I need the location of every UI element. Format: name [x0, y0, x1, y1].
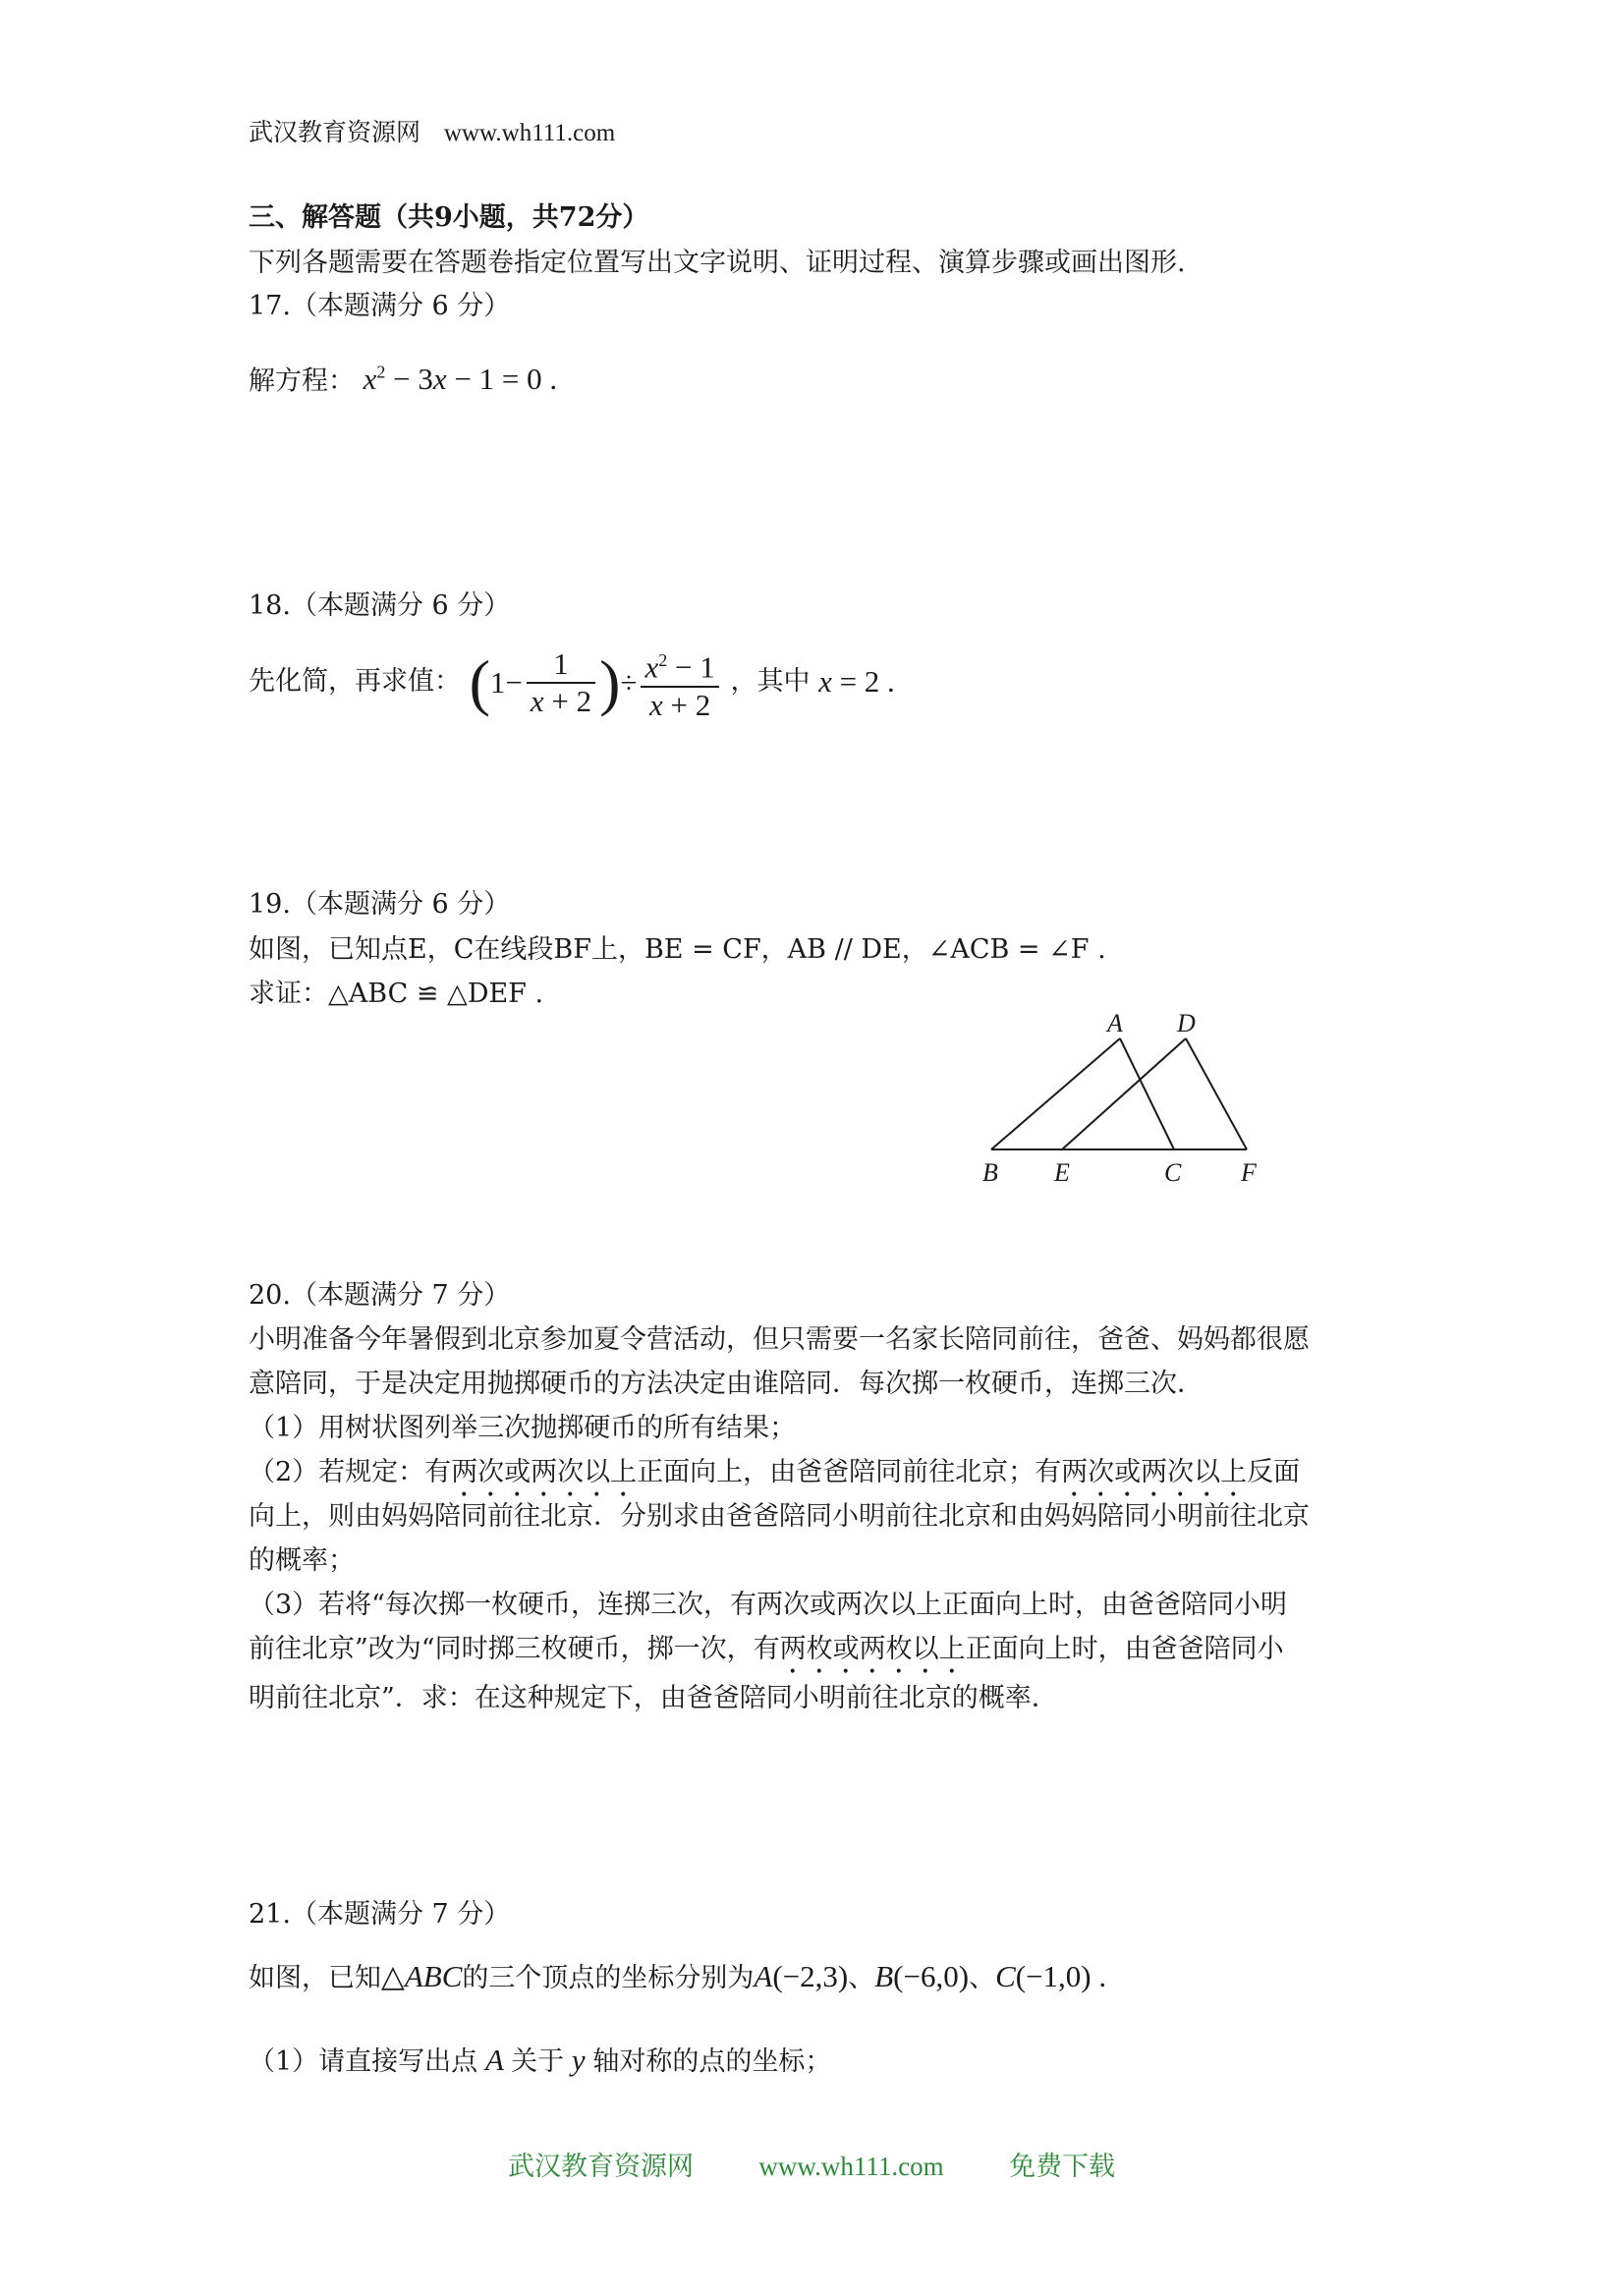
q19-heading: 19.（本题满分 6 分）: [249, 889, 511, 920]
q20-sub3-line2: [249, 1633, 1284, 1680]
q21-y-axis: y: [564, 2043, 593, 2077]
segment-df: [1186, 1038, 1247, 1149]
q20-sub3-text: 正面向上时，由爸爸陪同小: [965, 1634, 1284, 1664]
q21-coordinates: A(−2,3)、B(−6,0)、C(−1,0) .: [754, 1959, 1107, 1993]
q18-prefix: 先化简，再求值：: [249, 665, 461, 697]
q21-sub1-mid: 关于: [511, 2046, 565, 2077]
q21-line1-prefix: 如图，已知: [249, 1963, 381, 1993]
q21-heading: 21.（本题满分 7 分）: [249, 1899, 511, 1930]
q20-para-line2: 意陪同，于是决定用抛掷硬币的方法决定由谁陪同．每次掷一枚硬币，连掷三次．: [249, 1369, 1203, 1399]
q20-sub2-line1: [249, 1456, 1300, 1503]
section-instruction: 下列各题需要在答题卷指定位置写出文字说明、证明过程、演算步骤或画出图形.: [249, 248, 1186, 278]
footer-site: 武汉教育资源网: [508, 2152, 695, 2182]
q21-point-a: A: [477, 2043, 512, 2077]
page-header: [249, 116, 615, 150]
q21-line1-mid: 的三个顶点的坐标分别为: [462, 1963, 755, 1993]
q21-sub1: [249, 2044, 831, 2079]
q20-sub3-text: 前往北京”改为“同时掷三枚硬币，掷一次，有: [249, 1634, 780, 1664]
q18-expression: (1− $\frac{1}{x + 2}$ )÷ $\frac{x^2 - 1}{x + 2}$: [470, 662, 731, 697]
q20-sub2-text: （2）若规定：有: [249, 1457, 452, 1487]
header-site: 武汉教育资源网: [249, 118, 421, 146]
q18-condition-prefix: ，其中: [730, 665, 811, 697]
triangle-figure: [968, 1007, 1282, 1204]
q20-sub3-line3: 明前往北京”．求：在这种规定下，由爸爸陪同小明前往北京的概率．: [249, 1683, 1058, 1713]
q18-body: [249, 641, 895, 723]
q18-condition: x = 2 .: [818, 663, 895, 699]
section-title: 三、解答题（共9小题，共72分）: [249, 202, 649, 233]
q21-sub1-prefix: （1）请直接写出点: [249, 2046, 478, 2077]
q19-line1: 如图，已知点E，C在线段BF上，BE = CF，AB // DE，∠ACB = ∠F .: [249, 934, 1106, 965]
page-footer: [0, 2150, 1623, 2184]
q20-emphasis-2: 两次或两次以上: [1061, 1457, 1248, 1487]
q20-sub2-line2: 向上，则由妈妈陪同前往北京．分别求由爸爸陪同小明前往北京和由妈妈陪同小明前往北京: [249, 1501, 1310, 1532]
label-b: B: [982, 1158, 998, 1187]
q20-emphasis-3: 两枚或两枚以上: [779, 1634, 966, 1664]
label-c: C: [1164, 1158, 1182, 1187]
q17-equation: $x^2 - 3x - 1 = 0$ .: [363, 362, 558, 397]
q18-heading: 18.（本题满分 6 分）: [249, 590, 511, 621]
label-f: F: [1241, 1158, 1257, 1187]
footer-url: www.wh111.com: [758, 2152, 944, 2181]
label-a: A: [1107, 1009, 1123, 1037]
q21-line1: [249, 1960, 1106, 1995]
q19-line2: 求证：△ABC ≌ △DEF .: [249, 979, 544, 1009]
q20-heading: 20.（本题满分 7 分）: [249, 1280, 511, 1311]
segment-ed: [1062, 1038, 1186, 1149]
q17-prefix: 解方程：: [249, 365, 355, 397]
segment-ba: [991, 1038, 1120, 1149]
footer-note: 免费下载: [1008, 2152, 1115, 2182]
label-d: D: [1177, 1009, 1196, 1037]
q20-sub2-text: 正面向上，由爸爸陪同前往北京；有: [637, 1457, 1062, 1487]
q20-para-line1: 小明准备今年暑假到北京参加夏令营活动，但只需要一名家长陪同前往，爸爸、妈妈都很愿: [249, 1324, 1310, 1355]
q17-body: [249, 356, 557, 398]
q20-emphasis-1: 两次或两次以上: [451, 1457, 638, 1487]
q20-sub2-line3: 的概率；: [249, 1545, 355, 1576]
q20-sub3-line1: （3）若将“每次掷一枚硬币，连掷三次，有两次或两次以上正面向上时，由爸爸陪同小明: [249, 1590, 1287, 1620]
label-e: E: [1054, 1158, 1070, 1187]
q21-triangle: △ABC: [381, 1959, 463, 1993]
q21-sub1-suffix: 轴对称的点的坐标；: [592, 2046, 832, 2077]
header-url: www.wh111.com: [443, 120, 616, 146]
q17-heading: 17.（本题满分 6 分）: [249, 291, 511, 321]
q20-sub1: （1）用树状图列举三次抛掷硬币的所有结果；: [249, 1413, 797, 1443]
q20-sub2-text: 反面: [1247, 1457, 1301, 1487]
